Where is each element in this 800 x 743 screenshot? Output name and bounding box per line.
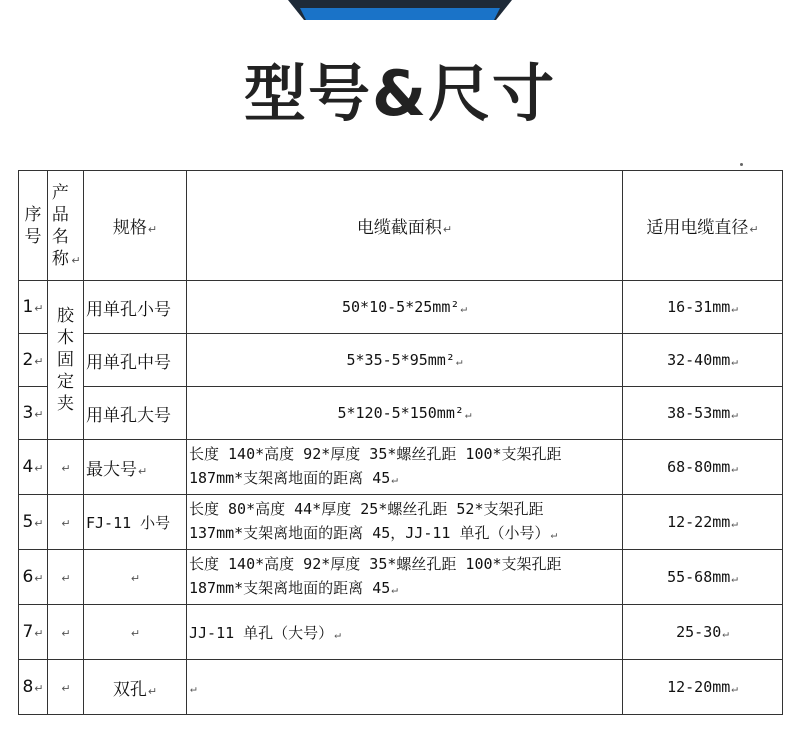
row-area	[187, 550, 623, 605]
row-diameter-value: 12-22mm	[667, 513, 731, 531]
page-title: 型号&尺寸	[243, 57, 557, 130]
row-spec	[84, 281, 187, 334]
table-row	[19, 387, 783, 440]
return-mark: ↵	[334, 627, 341, 641]
row-diameter-value: 38-53mm	[667, 404, 731, 422]
return-mark: ↵	[731, 462, 738, 475]
row-diameter	[623, 660, 783, 715]
row-diameter	[623, 605, 783, 660]
row-diameter-value: 68-80mm	[667, 458, 731, 476]
row-spec-value: 双孔	[112, 679, 147, 700]
spec-table	[18, 170, 783, 715]
row-index	[19, 550, 48, 605]
row-area	[187, 334, 623, 387]
table-row	[19, 550, 783, 605]
row-spec-value: FJ-11 小号	[86, 513, 171, 532]
row-diameter	[623, 495, 783, 550]
row-index-value: 8	[22, 677, 34, 697]
row-product	[48, 660, 84, 715]
row-index-value: 3	[22, 403, 34, 423]
table-header-row	[19, 171, 783, 281]
table-row	[19, 281, 783, 334]
row-diameter-value: 12-20mm	[667, 678, 731, 696]
row-diameter	[623, 387, 783, 440]
row-area-line2: 137mm*支架离地面的距离 45，JJ-11 单孔（小号）	[189, 524, 550, 542]
row-spec-value: 用单孔大号	[86, 405, 171, 426]
row-index	[19, 440, 48, 495]
return-mark: ↵	[731, 302, 738, 315]
return-mark: ↵	[34, 682, 44, 695]
return-mark: ↵	[61, 627, 71, 640]
table-row	[19, 440, 783, 495]
row-spec-value: 用单孔中号	[86, 352, 171, 373]
return-mark: ↵	[34, 408, 44, 421]
return-mark: ↵	[455, 355, 463, 368]
row-diameter	[623, 550, 783, 605]
row-index-value: 4	[22, 457, 34, 477]
row-area-line1: 长度 140*高度 92*厚度 35*螺丝孔距 100*支架孔距	[189, 555, 562, 573]
return-mark: ↵	[391, 473, 398, 486]
row-area	[187, 281, 623, 334]
row-spec	[84, 387, 187, 440]
row-area	[187, 440, 623, 495]
return-mark: ↵	[61, 517, 71, 530]
row-index	[19, 387, 48, 440]
header-area	[187, 171, 623, 281]
return-mark: ↵	[34, 572, 44, 585]
return-mark: ↵	[61, 462, 71, 475]
table-row	[19, 334, 783, 387]
header-product	[48, 171, 84, 281]
return-mark: ↵	[731, 682, 738, 695]
return-mark: ↵	[147, 223, 158, 236]
row-spec	[84, 550, 187, 605]
return-mark: ↵	[460, 302, 468, 315]
row-spec	[84, 495, 187, 550]
return-mark: ↵	[34, 302, 44, 315]
row-diameter-value: 32-40mm	[667, 351, 731, 369]
return-mark: ↵	[130, 627, 141, 640]
spec-table-container	[18, 170, 782, 715]
row-diameter	[623, 334, 783, 387]
return-mark: ↵	[749, 223, 759, 236]
top-banner	[0, 0, 800, 20]
row-index-value: 7	[22, 622, 34, 642]
return-mark: ↵	[71, 253, 81, 267]
return-mark: ↵	[464, 408, 472, 421]
row-index-value: 2	[22, 350, 34, 370]
return-mark: ↵	[61, 572, 71, 585]
return-mark: ↵	[391, 583, 398, 596]
row-spec-value: 最大号	[86, 459, 137, 480]
table-row	[19, 660, 783, 715]
row-area	[187, 660, 623, 715]
header-area-label: 电缆截面积	[356, 218, 442, 238]
product-group-cell	[48, 281, 84, 440]
row-area-line1: 长度 80*高度 44*厚度 25*螺丝孔距 52*支架孔距	[189, 500, 544, 518]
row-index	[19, 281, 48, 334]
return-mark: ↵	[34, 462, 44, 475]
return-mark: ↵	[190, 682, 197, 695]
header-diameter	[623, 171, 783, 281]
return-mark: ↵	[550, 528, 558, 541]
row-spec	[84, 440, 187, 495]
return-mark: ↵	[731, 572, 738, 585]
header-spec-label: 规格	[112, 218, 147, 238]
header-spec	[84, 171, 187, 281]
return-mark: ↵	[130, 572, 141, 585]
row-index	[19, 605, 48, 660]
header-diameter-label: 适用电缆直径	[646, 218, 749, 238]
row-area	[187, 605, 623, 660]
row-product	[48, 605, 84, 660]
row-area-value: JJ-11 单孔（大号）	[189, 623, 334, 642]
row-spec-value: 用单孔小号	[86, 299, 171, 320]
return-mark: ↵	[442, 223, 453, 236]
row-spec	[84, 334, 187, 387]
return-mark: ↵	[34, 627, 44, 640]
header-index-label: 序号	[24, 204, 42, 247]
row-product	[48, 495, 84, 550]
row-diameter-value: 25-30	[676, 623, 722, 641]
table-row	[19, 495, 783, 550]
return-mark: ↵	[731, 355, 738, 368]
row-area	[187, 387, 623, 440]
table-row	[19, 605, 783, 660]
row-spec	[84, 605, 187, 660]
row-area-value: 50*10-5*25mm²	[341, 298, 460, 316]
return-mark: ↵	[34, 517, 44, 530]
row-area-line1: 长度 140*高度 92*厚度 35*螺丝孔距 100*支架孔距	[189, 445, 562, 463]
product-group-label: 胶木固定夹	[57, 306, 74, 414]
row-area-value: 5*120-5*150mm²	[337, 404, 464, 422]
row-diameter-value: 16-31mm	[667, 298, 731, 316]
row-index-value: 5	[22, 512, 34, 532]
row-diameter-value: 55-68mm	[667, 568, 731, 586]
return-mark: ↵	[61, 682, 71, 695]
return-mark: ↵	[731, 517, 738, 530]
row-index	[19, 660, 48, 715]
return-mark: ↵	[722, 627, 729, 640]
row-index	[19, 495, 48, 550]
header-index	[19, 171, 48, 281]
return-mark: ↵	[138, 464, 148, 478]
return-mark: ↵	[147, 684, 158, 698]
row-product	[48, 550, 84, 605]
header-product-label: 产品名称	[51, 182, 69, 269]
row-area-value: 5*35-5*95mm²	[346, 351, 455, 369]
return-mark: ↵	[731, 408, 738, 421]
row-index-value: 1	[22, 297, 34, 317]
row-diameter	[623, 440, 783, 495]
row-index	[19, 334, 48, 387]
row-diameter	[623, 281, 783, 334]
return-mark: ↵	[34, 355, 44, 368]
row-index-value: 6	[22, 567, 34, 587]
row-product	[48, 440, 84, 495]
stray-dot	[740, 163, 743, 166]
row-area-line2: 187mm*支架离地面的距离 45	[189, 469, 391, 487]
row-area	[187, 495, 623, 550]
row-area-line2: 187mm*支架离地面的距离 45	[189, 579, 391, 597]
row-spec	[84, 660, 187, 715]
